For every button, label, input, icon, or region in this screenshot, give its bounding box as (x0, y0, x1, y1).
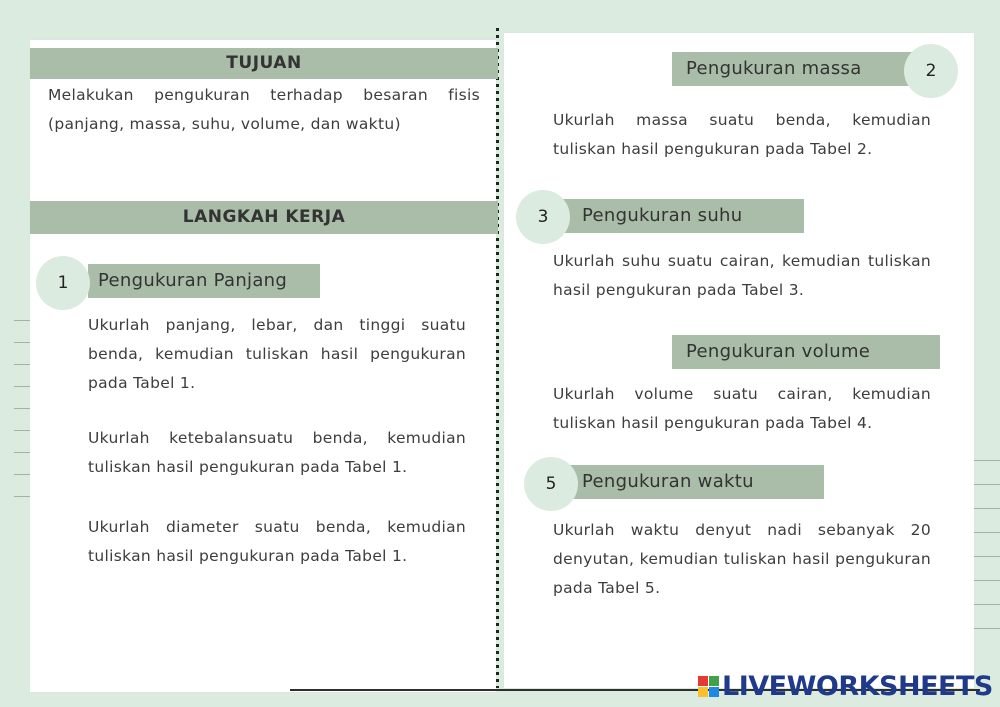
step4-text: Ukurlah volume suatu cairan, kemudian tuliskan hasil pengukuran pada Tabel 4. (553, 385, 931, 432)
tujuan-heading: TUJUAN (30, 48, 498, 79)
step2-number: 2 (904, 44, 958, 98)
right-edge-lines (974, 460, 1000, 660)
step3-title: Pengukuran suhu (562, 199, 804, 233)
step5-text: Ukurlah waktu denyut nadi sebanyak 20 denyutan, kemudian tuliskan hasil pengukuran pada Tabel 5. (553, 521, 931, 597)
step5-title: Pengukuran waktu (570, 465, 824, 499)
left-edge-lines (14, 320, 30, 520)
tujuan-text: Melakukan pengukuran terhadap besaran fisis (panjang, massa, suhu, volume, dan waktu) (48, 86, 480, 133)
step1-number: 1 (36, 256, 90, 310)
step1-paragraph-3: Ukurlah diameter suatu benda, kemudian tuliskan hasil pengukuran pada Tabel 1. (88, 518, 466, 565)
liveworksheets-logo-icon (698, 676, 719, 697)
step3-number: 3 (516, 190, 570, 244)
logo-text: LIVEWORKSHEETS (722, 670, 993, 702)
langkah-kerja-heading: LANGKAH KERJA (30, 201, 498, 234)
step1-title: Pengukuran Panjang (88, 264, 320, 298)
step4-title: Pengukuran volume (672, 335, 940, 369)
step2-text: Ukurlah massa suatu benda, kemudian tuliskan hasil pengukuran pada Tabel 2. (553, 111, 931, 158)
dotted-divider (496, 28, 499, 688)
step3-text: Ukurlah suhu suatu cairan, kemudian tuliskan hasil pengukuran pada Tabel 3. (553, 252, 931, 299)
liveworksheets-logo[interactable] (698, 671, 993, 701)
step1-paragraph-1: Ukurlah panjang, lebar, dan tinggi suatu benda, kemudian tuliskan hasil pengukuran pada Tabel 1. (88, 316, 466, 392)
step2-title: Pengukuran massa (672, 52, 924, 86)
step5-number: 5 (524, 457, 578, 511)
step1-paragraph-2: Ukurlah ketebalansuatu benda, kemudian tuliskan hasil pengukuran pada Tabel 1. (88, 429, 466, 476)
